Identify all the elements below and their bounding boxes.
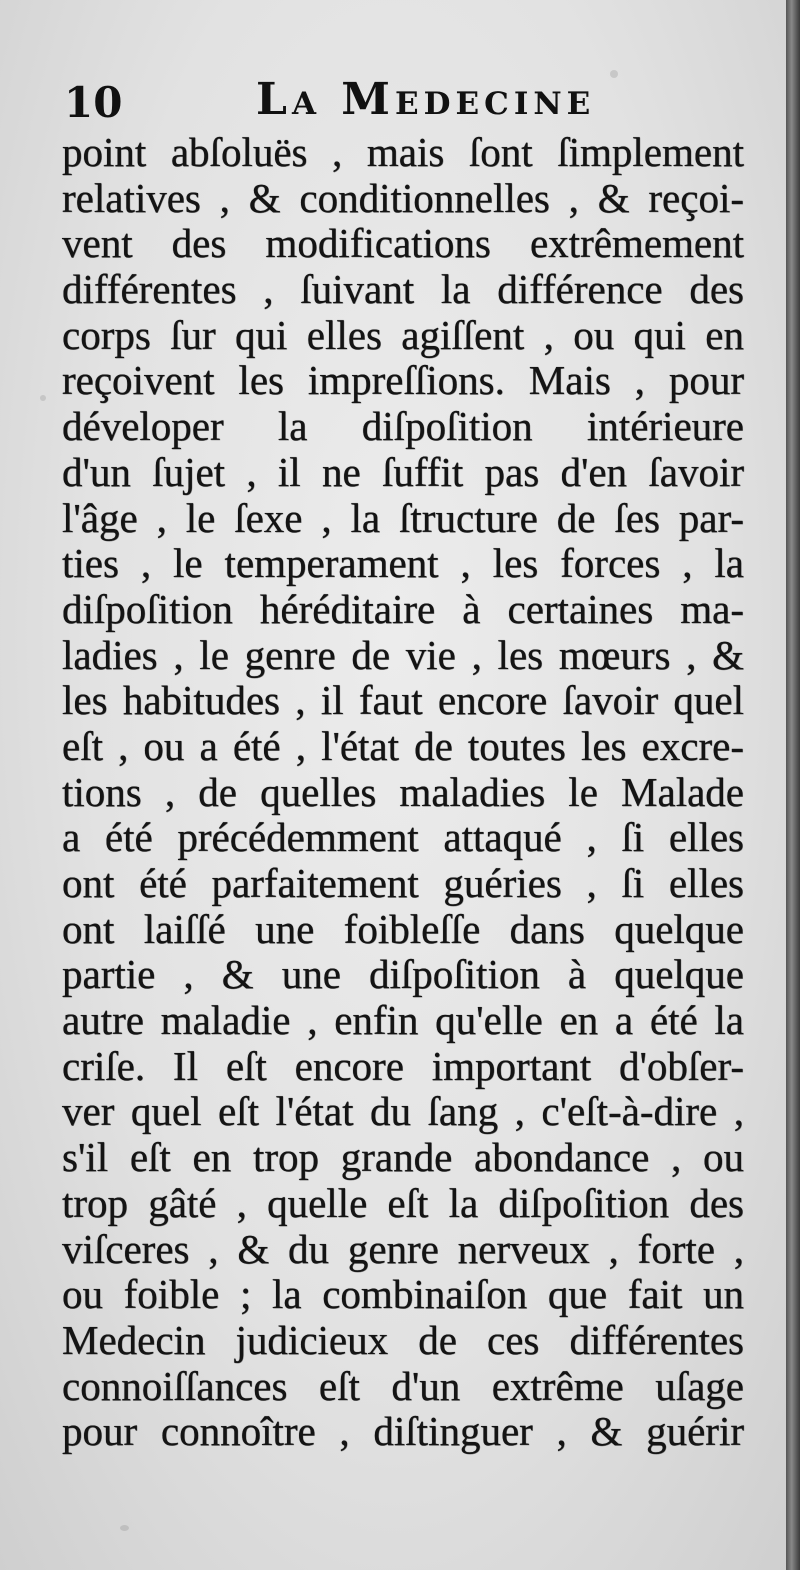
- text-line: ladies , le genre de vie , les mœurs , &: [62, 631, 744, 678]
- text-line: connoiſſances eſt d'un extrême uſage: [62, 1362, 744, 1409]
- text-line: corps ſur qui elles agiſſent , ou qui en: [62, 311, 744, 358]
- text-line: ont laiſſé une foibleſſe dans quelque: [62, 905, 744, 952]
- text-line: viſceres , & du genre nerveux , forte ,: [62, 1225, 744, 1272]
- text-line: l'âge , le ſexe , la ſtructure de ſes par-: [62, 494, 744, 541]
- text-line: diſpoſition héréditaire à certaines ma-: [62, 585, 744, 632]
- body-text: [62, 130, 744, 1455]
- text-line: autre maladie , enfin qu'elle en a été la: [62, 997, 744, 1044]
- text-line: relatives , & conditionnelles , & reçoi-: [62, 174, 744, 221]
- running-title: La Medecine: [256, 74, 596, 125]
- text-line: eſt , ou a été , l'état de toutes les excre-: [62, 722, 744, 769]
- text-line: tions , de quelles maladies le Malade: [62, 768, 744, 815]
- text-line: d'un ſujet , il ne ſuffit pas d'en ſavoir: [62, 448, 744, 495]
- text-line: ties , le temperament , les forces , la: [62, 540, 744, 587]
- text-line: partie , & une diſpoſition à quelque: [62, 951, 744, 998]
- page-header: [64, 74, 744, 130]
- text-line: pour connoître , diſtinguer , & guérir: [62, 1408, 744, 1455]
- text-line: trop gâté , quelle eſt la diſpoſition des: [62, 1179, 744, 1226]
- text-line: point abſoluës , mais ſont ſimplement: [62, 129, 744, 175]
- text-line: s'il eſt en trop grande abondance , ou: [62, 1134, 744, 1181]
- text-line: criſe. Il eſt encore important d'obſer-: [62, 1042, 744, 1089]
- text-line: a été précédemment attaqué , ſi elles: [62, 814, 744, 861]
- text-line: Medecin judicieux de ces différentes: [62, 1316, 744, 1363]
- text-line: ont été parfaitement guéries , ſi elles: [62, 860, 744, 906]
- text-line: différentes , ſuivant la différence des: [62, 266, 744, 313]
- text-line: reçoivent les impreſſions. Mais , pour: [62, 357, 744, 404]
- text-line: ou foible ; la combinaiſon que fait un: [62, 1271, 744, 1318]
- text-line: les habitudes , il faut encore ſavoir quel: [62, 677, 744, 724]
- text-line: vent des modifications extrêmement: [62, 220, 744, 267]
- paper-stain: [120, 1525, 129, 1531]
- text-line: déveloper la diſpoſition intérieure: [62, 403, 744, 450]
- page-number: 10: [64, 78, 123, 127]
- page-edge-shadow: [786, 0, 800, 1570]
- text-line: ver quel eſt l'état du ſang , c'eſt-à-dire ,: [62, 1088, 744, 1135]
- paper-stain: [40, 395, 46, 401]
